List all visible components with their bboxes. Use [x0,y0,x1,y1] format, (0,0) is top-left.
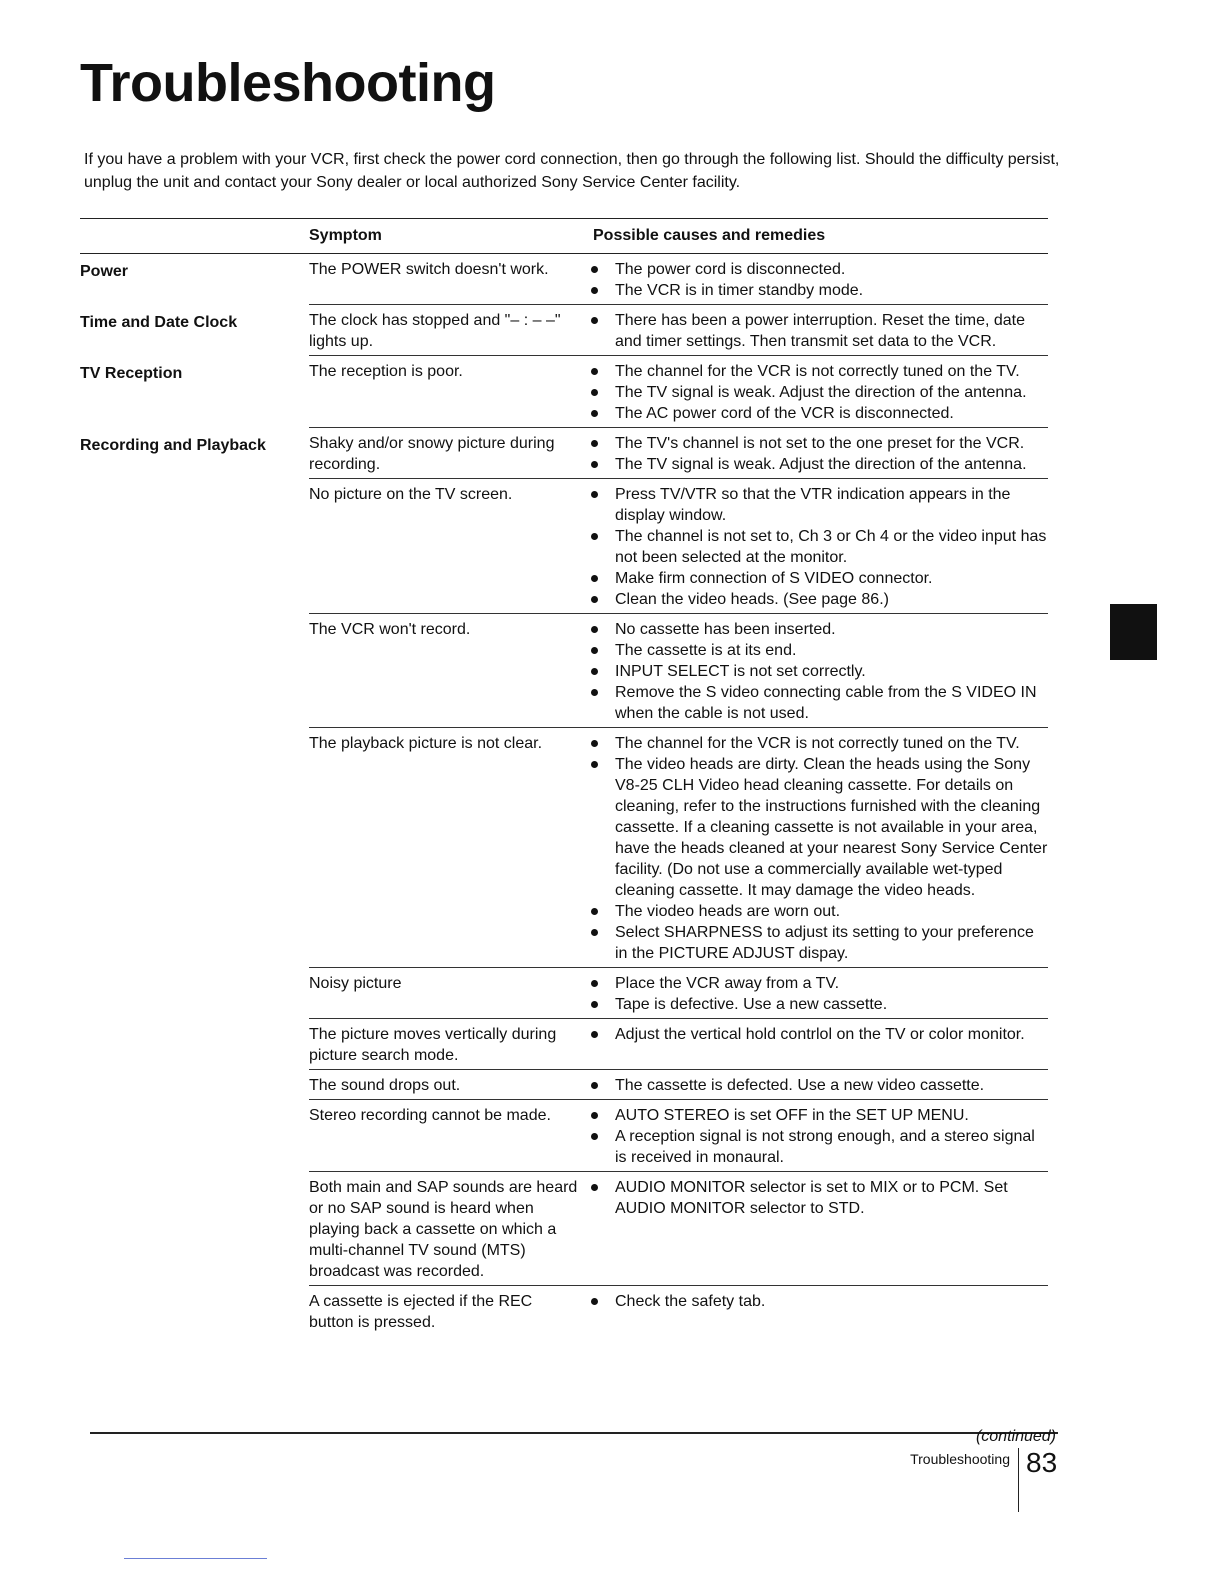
remedy-item: A reception signal is not strong enough, and a stereo signal is received in monaural. [591,1126,1048,1168]
table-header [80,219,1048,254]
symptom-cell: The sound drops out. [309,1077,461,1094]
remedy-item: The channel for the VCR is not correctly tuned on the TV. [591,733,1048,754]
table-row [309,1070,1048,1100]
symptom-cell: The playback picture is not clear. [309,735,543,752]
table-row [309,479,1048,614]
remedy-item: Make firm connection of S VIDEO connector. [591,568,1048,589]
remedies-list [591,310,1048,352]
remedies-list [591,484,1048,610]
remedies-list [591,733,1048,964]
remedies-list [591,1105,1048,1168]
remedy-item: Place the VCR away from a TV. [591,973,1048,994]
section-rows [309,305,1048,356]
header-remedies: Possible causes and remedies [593,227,826,244]
table-body [80,254,1048,1336]
remedies-list [591,361,1048,424]
table-section [80,254,1048,305]
symptom-cell: The POWER switch doesn't work. [309,261,549,278]
section-rows [309,428,1048,1336]
table-row [309,1172,1048,1286]
table-row [309,968,1048,1019]
remedy-item: The video heads are dirty. Clean the heads using the Sony V8-25 CLH Video head cleaning cassette. For details on cleaning, refer to the instructions furnished with the cleaning cassette. If a cleaning cassette is not available in your area, have the heads cleaned at your nearest Sony Service Center facility. (Do not use a commercially available wet-typed cleaning cassette. It may damage the video heads. [591,754,1048,901]
remedy-item: The channel is not set to, Ch 3 or Ch 4 or the video input has not been selected at the monitor. [591,526,1048,568]
symptom-cell: Stereo recording cannot be made. [309,1107,551,1124]
table-row [309,356,1048,428]
remedy-item: The power cord is disconnected. [591,259,1048,280]
remedy-item: The viodeo heads are worn out. [591,901,1048,922]
table-section [80,428,1048,1336]
footer-divider [1018,1448,1019,1512]
remedy-item: The VCR is in timer standby mode. [591,280,1048,301]
table-row [309,305,1048,356]
category-label: Power [80,263,129,280]
remedies-list [591,1024,1048,1066]
remedy-item: Tape is defective. Use a new cassette. [591,994,1048,1015]
table-row [309,1286,1048,1336]
remedy-item: The TV signal is weak. Adjust the direction of the antenna. [591,382,1048,403]
category-label: Recording and Playback [80,437,266,454]
remedy-item: The cassette is defected. Use a new video cassette. [591,1075,1048,1096]
section-tab-marker [1110,604,1157,660]
troubleshooting-table [80,218,1048,1336]
remedy-item: INPUT SELECT is not set correctly. [591,661,1048,682]
remedies-list [591,433,1048,475]
remedy-item: The TV signal is weak. Adjust the direction of the antenna. [591,454,1048,475]
category-label: TV Reception [80,365,183,382]
footer-section-label: Troubleshooting [910,1451,1010,1467]
remedy-item: AUDIO MONITOR selector is set to MIX or to PCM. Set AUDIO MONITOR selector to STD. [591,1177,1048,1219]
symptom-cell: A cassette is ejected if the REC button is pressed. [309,1293,533,1331]
symptom-cell: Shaky and/or snowy picture during recording. [309,435,555,473]
remedies-list [591,1075,1048,1096]
remedy-item: The channel for the VCR is not correctly tuned on the TV. [591,361,1048,382]
remedies-list [591,259,1048,301]
remedy-item: Remove the S video connecting cable from the S VIDEO IN when the cable is not used. [591,682,1048,724]
symptom-cell: The reception is poor. [309,363,463,380]
table-row [309,1100,1048,1172]
remedies-list [591,973,1048,1015]
remedies-list [591,1177,1048,1282]
table-bottom-rule [90,1432,1058,1434]
intro-paragraph: If you have a problem with your VCR, first check the power cord connection, then go through the following list. Should the difficulty persist, unplug the unit and contact your Sony dealer or local authorized Sony Service Center facility. [84,151,1060,191]
remedy-item: Press TV/VTR so that the VTR indication appears in the display window. [591,484,1048,526]
symptom-cell: The clock has stopped and "– : – –" lights up. [309,312,561,350]
symptom-cell: Noisy picture [309,975,402,992]
page-title: Troubleshooting [80,53,496,113]
table-row [309,728,1048,968]
table-row [309,254,1048,305]
category-label: Time and Date Clock [80,314,238,331]
symptom-cell: The picture moves vertically during picture search mode. [309,1026,557,1064]
remedy-item: Adjust the vertical hold contrlol on the TV or color monitor. [591,1024,1048,1045]
remedy-item: The cassette is at its end. [591,640,1048,661]
page-number: 83 [1026,1447,1058,1478]
section-rows [309,356,1048,428]
scan-edge-line [124,1558,267,1559]
symptom-cell: The VCR won't record. [309,621,471,638]
remedy-item: Select SHARPNESS to adjust its setting to your preference in the PICTURE ADJUST dispay. [591,922,1048,964]
table-section [80,305,1048,356]
remedy-item: The TV's channel is not set to the one preset for the VCR. [591,433,1048,454]
remedy-item: Check the safety tab. [591,1291,1048,1312]
table-section [80,356,1048,428]
table-row [309,428,1048,479]
remedy-item: Clean the video heads. (See page 86.) [591,589,1048,610]
remedy-item: The AC power cord of the VCR is disconnected. [591,403,1048,424]
header-symptom: Symptom [309,227,382,244]
symptom-cell: Both main and SAP sounds are heard or no SAP sound is heard when playing back a cassette on which a multi-channel TV sound (MTS) broadcast was recorded. [309,1179,578,1280]
remedy-item: AUTO STEREO is set OFF in the SET UP MENU. [591,1105,1048,1126]
remedy-item: No cassette has been inserted. [591,619,1048,640]
remedy-item: There has been a power interruption. Reset the time, date and timer settings. Then transmit set data to the VCR. [591,310,1048,352]
remedies-list [591,619,1048,724]
table-row [309,1019,1048,1070]
table-row [309,614,1048,728]
symptom-cell: No picture on the TV screen. [309,486,513,503]
continued-label: (continued) [975,1428,1056,1445]
remedies-list [591,1291,1048,1333]
section-rows [309,254,1048,305]
